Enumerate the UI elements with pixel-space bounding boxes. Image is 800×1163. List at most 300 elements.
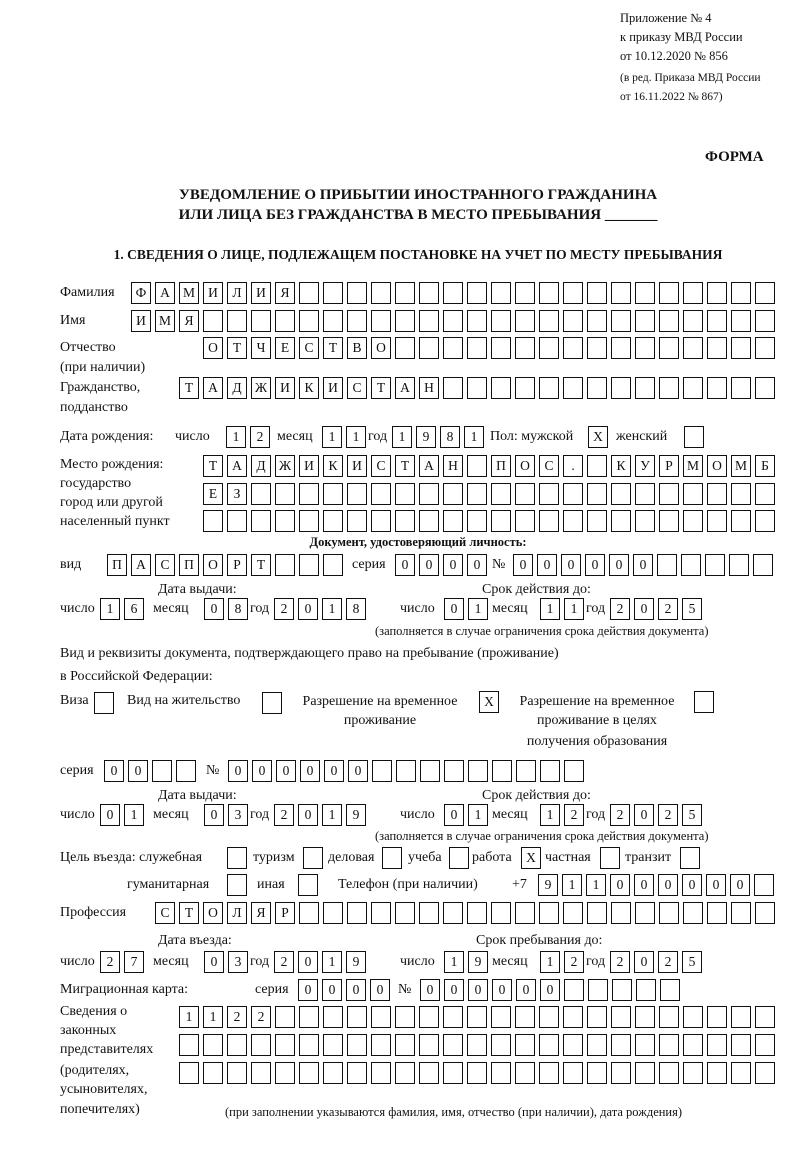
purpose-service-checkbox[interactable] (227, 847, 247, 869)
char-cell[interactable]: П (491, 455, 511, 477)
char-cell[interactable]: 0 (634, 874, 654, 896)
char-cell[interactable] (227, 1062, 247, 1084)
char-cell[interactable]: Ж (275, 455, 295, 477)
char-cell[interactable] (203, 1062, 223, 1084)
char-cell[interactable]: 0 (634, 804, 654, 826)
char-cell[interactable] (251, 310, 271, 332)
char-cell[interactable]: С (347, 377, 367, 399)
char-cell[interactable] (275, 554, 295, 576)
char-cell[interactable] (659, 1006, 679, 1028)
char-cell[interactable]: 2 (610, 804, 630, 826)
char-cell[interactable] (203, 310, 223, 332)
char-cell[interactable] (419, 1062, 439, 1084)
date-field[interactable] (610, 804, 702, 826)
char-cell[interactable] (371, 310, 391, 332)
char-cell[interactable] (323, 282, 343, 304)
char-cell[interactable] (587, 483, 607, 505)
char-cell[interactable] (227, 847, 247, 869)
char-cell[interactable] (395, 310, 415, 332)
char-cell[interactable] (275, 310, 295, 332)
char-cell[interactable] (587, 1062, 607, 1084)
char-cell[interactable]: А (395, 377, 415, 399)
phone-field[interactable] (538, 874, 774, 896)
char-cell[interactable] (347, 1006, 367, 1028)
char-cell[interactable] (515, 282, 535, 304)
char-cell[interactable] (298, 874, 318, 896)
citizenship-field[interactable] (179, 377, 775, 399)
char-cell[interactable]: 0 (610, 874, 630, 896)
char-cell[interactable] (443, 483, 463, 505)
char-cell[interactable]: 0 (609, 554, 629, 576)
char-cell[interactable] (563, 377, 583, 399)
mc-number-field[interactable] (420, 979, 680, 1001)
char-cell[interactable]: 0 (252, 760, 272, 782)
char-cell[interactable]: 1 (444, 951, 464, 973)
char-cell[interactable] (323, 1062, 343, 1084)
char-cell[interactable] (705, 554, 725, 576)
char-cell[interactable] (755, 310, 775, 332)
char-cell[interactable]: 0 (298, 804, 318, 826)
char-cell[interactable] (515, 902, 535, 924)
purpose-business-checkbox[interactable] (382, 847, 402, 869)
char-cell[interactable]: 0 (204, 598, 224, 620)
birth-year-field[interactable] (392, 426, 484, 448)
char-cell[interactable] (303, 847, 323, 869)
char-cell[interactable]: 9 (346, 804, 366, 826)
char-cell[interactable] (395, 510, 415, 532)
char-cell[interactable] (467, 483, 487, 505)
char-cell[interactable]: Ж (251, 377, 271, 399)
char-cell[interactable]: 0 (634, 951, 654, 973)
char-cell[interactable] (683, 483, 703, 505)
char-cell[interactable]: Т (395, 455, 415, 477)
char-cell[interactable]: Д (251, 455, 271, 477)
char-cell[interactable] (491, 1006, 511, 1028)
char-cell[interactable]: 2 (250, 426, 270, 448)
char-cell[interactable]: 0 (276, 760, 296, 782)
char-cell[interactable]: И (347, 455, 367, 477)
char-cell[interactable]: Е (275, 337, 295, 359)
char-cell[interactable] (152, 760, 172, 782)
date-field[interactable] (204, 804, 248, 826)
char-cell[interactable] (539, 377, 559, 399)
char-cell[interactable]: 2 (658, 598, 678, 620)
female-checkbox[interactable] (684, 426, 704, 448)
char-cell[interactable]: 2 (658, 804, 678, 826)
char-cell[interactable]: 0 (444, 598, 464, 620)
char-cell[interactable]: 9 (538, 874, 558, 896)
char-cell[interactable]: 0 (204, 804, 224, 826)
char-cell[interactable] (395, 337, 415, 359)
char-cell[interactable]: 1 (564, 598, 584, 620)
date-field[interactable] (100, 804, 144, 826)
char-cell[interactable]: 0 (706, 874, 726, 896)
char-cell[interactable] (444, 760, 464, 782)
char-cell[interactable] (660, 979, 680, 1001)
char-cell[interactable]: 0 (561, 554, 581, 576)
char-cell[interactable] (635, 483, 655, 505)
char-cell[interactable] (299, 902, 319, 924)
char-cell[interactable]: О (203, 554, 223, 576)
char-cell[interactable]: И (203, 282, 223, 304)
char-cell[interactable] (587, 377, 607, 399)
char-cell[interactable] (299, 554, 319, 576)
char-cell[interactable]: 6 (124, 598, 144, 620)
char-cell[interactable] (262, 692, 282, 714)
birth-month-field[interactable] (322, 426, 366, 448)
char-cell[interactable] (659, 310, 679, 332)
char-cell[interactable]: 1 (468, 598, 488, 620)
char-cell[interactable] (753, 554, 773, 576)
char-cell[interactable] (587, 510, 607, 532)
char-cell[interactable] (515, 1062, 535, 1084)
purpose-work-checkbox[interactable] (521, 847, 541, 869)
char-cell[interactable]: А (155, 282, 175, 304)
char-cell[interactable] (659, 902, 679, 924)
char-cell[interactable] (299, 483, 319, 505)
char-cell[interactable]: 9 (416, 426, 436, 448)
char-cell[interactable]: 5 (682, 951, 702, 973)
char-cell[interactable] (635, 337, 655, 359)
char-cell[interactable] (600, 847, 620, 869)
char-cell[interactable] (419, 902, 439, 924)
representatives-field[interactable] (179, 1034, 775, 1056)
char-cell[interactable]: 1 (100, 598, 120, 620)
char-cell[interactable]: 0 (298, 951, 318, 973)
char-cell[interactable]: 3 (228, 804, 248, 826)
date-field[interactable] (540, 804, 584, 826)
purpose-humanitarian-checkbox[interactable] (227, 874, 247, 896)
char-cell[interactable] (635, 1034, 655, 1056)
char-cell[interactable] (563, 1034, 583, 1056)
char-cell[interactable]: Т (251, 554, 271, 576)
char-cell[interactable] (299, 1062, 319, 1084)
char-cell[interactable] (491, 310, 511, 332)
visa-checkbox[interactable] (94, 692, 114, 714)
char-cell[interactable] (371, 510, 391, 532)
surname-field[interactable] (131, 282, 775, 304)
char-cell[interactable] (755, 483, 775, 505)
char-cell[interactable]: С (371, 455, 391, 477)
char-cell[interactable] (395, 1006, 415, 1028)
char-cell[interactable]: 1 (540, 804, 560, 826)
char-cell[interactable] (539, 483, 559, 505)
char-cell[interactable] (683, 377, 703, 399)
char-cell[interactable] (657, 554, 677, 576)
char-cell[interactable] (681, 554, 701, 576)
date-field[interactable] (610, 598, 702, 620)
char-cell[interactable] (731, 510, 751, 532)
char-cell[interactable]: С (155, 902, 175, 924)
char-cell[interactable] (683, 1062, 703, 1084)
representatives-field[interactable] (179, 1062, 775, 1084)
char-cell[interactable] (731, 337, 751, 359)
char-cell[interactable] (683, 1006, 703, 1028)
char-cell[interactable]: 7 (124, 951, 144, 973)
char-cell[interactable]: 2 (251, 1006, 271, 1028)
char-cell[interactable] (563, 282, 583, 304)
char-cell[interactable] (611, 337, 631, 359)
temp-residence-checkbox[interactable] (479, 691, 499, 713)
char-cell[interactable] (382, 847, 402, 869)
date-field[interactable] (540, 951, 584, 973)
char-cell[interactable]: 2 (274, 598, 294, 620)
char-cell[interactable]: 0 (633, 554, 653, 576)
char-cell[interactable] (467, 1006, 487, 1028)
char-cell[interactable] (636, 979, 656, 1001)
char-cell[interactable] (299, 1006, 319, 1028)
char-cell[interactable] (563, 902, 583, 924)
char-cell[interactable] (635, 510, 655, 532)
char-cell[interactable]: 8 (346, 598, 366, 620)
char-cell[interactable]: Л (227, 282, 247, 304)
date-field[interactable] (204, 951, 248, 973)
char-cell[interactable]: 0 (492, 979, 512, 1001)
char-cell[interactable]: А (131, 554, 151, 576)
char-cell[interactable] (563, 310, 583, 332)
rd-number-field[interactable] (228, 760, 584, 782)
char-cell[interactable]: И (251, 282, 271, 304)
char-cell[interactable] (515, 1006, 535, 1028)
char-cell[interactable] (467, 1062, 487, 1084)
char-cell[interactable]: И (131, 310, 151, 332)
char-cell[interactable] (707, 1006, 727, 1028)
char-cell[interactable]: А (203, 377, 223, 399)
char-cell[interactable] (707, 483, 727, 505)
char-cell[interactable]: 0 (443, 554, 463, 576)
char-cell[interactable] (707, 1062, 727, 1084)
char-cell[interactable]: 2 (610, 951, 630, 973)
char-cell[interactable]: 2 (274, 951, 294, 973)
char-cell[interactable] (587, 282, 607, 304)
char-cell[interactable] (515, 377, 535, 399)
char-cell[interactable] (347, 1034, 367, 1056)
char-cell[interactable]: 0 (298, 979, 318, 1001)
date-field[interactable] (100, 598, 144, 620)
date-field[interactable] (444, 804, 488, 826)
char-cell[interactable] (755, 1006, 775, 1028)
char-cell[interactable] (563, 510, 583, 532)
char-cell[interactable]: 2 (564, 804, 584, 826)
char-cell[interactable] (731, 1034, 751, 1056)
char-cell[interactable]: Т (179, 902, 199, 924)
char-cell[interactable] (443, 510, 463, 532)
char-cell[interactable]: И (323, 377, 343, 399)
char-cell[interactable]: 2 (100, 951, 120, 973)
char-cell[interactable] (347, 310, 367, 332)
char-cell[interactable] (491, 483, 511, 505)
char-cell[interactable] (227, 874, 247, 896)
char-cell[interactable] (731, 377, 751, 399)
char-cell[interactable]: 0 (348, 760, 368, 782)
char-cell[interactable] (203, 510, 223, 532)
char-cell[interactable]: 2 (227, 1006, 247, 1028)
char-cell[interactable] (539, 282, 559, 304)
char-cell[interactable] (467, 902, 487, 924)
char-cell[interactable]: 1 (562, 874, 582, 896)
char-cell[interactable]: 0 (658, 874, 678, 896)
birthplace-field[interactable] (203, 455, 775, 477)
char-cell[interactable] (515, 483, 535, 505)
date-field[interactable] (274, 804, 366, 826)
char-cell[interactable]: 0 (300, 760, 320, 782)
char-cell[interactable] (707, 902, 727, 924)
char-cell[interactable] (635, 282, 655, 304)
char-cell[interactable] (396, 760, 416, 782)
char-cell[interactable] (203, 1034, 223, 1056)
birth-day-field[interactable] (226, 426, 270, 448)
char-cell[interactable] (635, 377, 655, 399)
char-cell[interactable]: Л (227, 902, 247, 924)
char-cell[interactable]: 1 (540, 598, 560, 620)
char-cell[interactable]: 0 (100, 804, 120, 826)
char-cell[interactable] (492, 760, 512, 782)
char-cell[interactable] (539, 1034, 559, 1056)
char-cell[interactable]: 1 (540, 951, 560, 973)
char-cell[interactable]: 0 (730, 874, 750, 896)
char-cell[interactable]: 2 (658, 951, 678, 973)
char-cell[interactable]: 0 (128, 760, 148, 782)
char-cell[interactable] (611, 1062, 631, 1084)
char-cell[interactable] (347, 902, 367, 924)
char-cell[interactable] (611, 282, 631, 304)
char-cell[interactable] (587, 455, 607, 477)
char-cell[interactable] (443, 1006, 463, 1028)
char-cell[interactable] (395, 483, 415, 505)
char-cell[interactable] (680, 847, 700, 869)
char-cell[interactable] (755, 1034, 775, 1056)
char-cell[interactable] (275, 1006, 295, 1028)
patronymic-field[interactable] (203, 337, 775, 359)
char-cell[interactable] (540, 760, 560, 782)
char-cell[interactable]: П (107, 554, 127, 576)
char-cell[interactable]: В (347, 337, 367, 359)
char-cell[interactable] (683, 282, 703, 304)
male-checkbox[interactable] (588, 426, 608, 448)
char-cell[interactable]: М (731, 455, 751, 477)
char-cell[interactable] (299, 282, 319, 304)
purpose-private-checkbox[interactable] (600, 847, 620, 869)
char-cell[interactable] (179, 1034, 199, 1056)
char-cell[interactable] (419, 337, 439, 359)
char-cell[interactable] (491, 282, 511, 304)
char-cell[interactable] (395, 902, 415, 924)
char-cell[interactable] (611, 902, 631, 924)
char-cell[interactable] (275, 1034, 295, 1056)
char-cell[interactable] (419, 483, 439, 505)
char-cell[interactable] (323, 554, 343, 576)
char-cell[interactable] (731, 902, 751, 924)
char-cell[interactable] (468, 760, 488, 782)
char-cell[interactable] (299, 510, 319, 532)
char-cell[interactable]: . (563, 455, 583, 477)
date-field[interactable] (274, 598, 366, 620)
char-cell[interactable]: 1 (464, 426, 484, 448)
char-cell[interactable] (659, 510, 679, 532)
char-cell[interactable] (371, 1034, 391, 1056)
char-cell[interactable] (443, 902, 463, 924)
char-cell[interactable] (275, 1062, 295, 1084)
char-cell[interactable]: 0 (419, 554, 439, 576)
name-field[interactable] (131, 310, 775, 332)
char-cell[interactable]: 0 (444, 979, 464, 1001)
char-cell[interactable] (587, 337, 607, 359)
char-cell[interactable] (515, 1034, 535, 1056)
char-cell[interactable]: Т (179, 377, 199, 399)
char-cell[interactable] (251, 510, 271, 532)
char-cell[interactable] (372, 760, 392, 782)
char-cell[interactable] (659, 1062, 679, 1084)
char-cell[interactable] (564, 979, 584, 1001)
char-cell[interactable] (694, 691, 714, 713)
char-cell[interactable] (539, 902, 559, 924)
char-cell[interactable] (539, 337, 559, 359)
char-cell[interactable]: Ч (251, 337, 271, 359)
char-cell[interactable] (611, 310, 631, 332)
char-cell[interactable] (611, 483, 631, 505)
char-cell[interactable] (755, 337, 775, 359)
char-cell[interactable]: 8 (440, 426, 460, 448)
temp-residence-education-checkbox[interactable] (694, 691, 714, 713)
char-cell[interactable] (419, 310, 439, 332)
char-cell[interactable]: Т (371, 377, 391, 399)
birthplace-field[interactable] (203, 483, 775, 505)
char-cell[interactable]: 0 (585, 554, 605, 576)
char-cell[interactable] (707, 337, 727, 359)
char-cell[interactable] (323, 310, 343, 332)
char-cell[interactable] (491, 337, 511, 359)
char-cell[interactable]: 0 (444, 804, 464, 826)
char-cell[interactable]: О (515, 455, 535, 477)
char-cell[interactable] (659, 483, 679, 505)
char-cell[interactable]: О (371, 337, 391, 359)
purpose-transit-checkbox[interactable] (680, 847, 700, 869)
char-cell[interactable]: 1 (322, 426, 342, 448)
char-cell[interactable] (587, 310, 607, 332)
char-cell[interactable]: Т (203, 455, 223, 477)
char-cell[interactable]: Т (323, 337, 343, 359)
char-cell[interactable]: 0 (322, 979, 342, 1001)
char-cell[interactable]: Р (227, 554, 247, 576)
purpose-tourism-checkbox[interactable] (303, 847, 323, 869)
char-cell[interactable]: Т (227, 337, 247, 359)
char-cell[interactable] (539, 510, 559, 532)
char-cell[interactable] (659, 377, 679, 399)
char-cell[interactable] (227, 510, 247, 532)
char-cell[interactable] (491, 377, 511, 399)
purpose-study-checkbox[interactable] (449, 847, 469, 869)
char-cell[interactable] (323, 902, 343, 924)
char-cell[interactable] (467, 282, 487, 304)
char-cell[interactable] (707, 377, 727, 399)
char-cell[interactable]: А (419, 455, 439, 477)
char-cell[interactable] (347, 510, 367, 532)
char-cell[interactable]: К (611, 455, 631, 477)
char-cell[interactable]: О (707, 455, 727, 477)
char-cell[interactable]: 0 (346, 979, 366, 1001)
char-cell[interactable]: Я (275, 282, 295, 304)
char-cell[interactable] (443, 1034, 463, 1056)
date-field[interactable] (444, 951, 488, 973)
char-cell[interactable]: 0 (682, 874, 702, 896)
char-cell[interactable] (515, 337, 535, 359)
char-cell[interactable] (299, 1034, 319, 1056)
char-cell[interactable]: 2 (274, 804, 294, 826)
char-cell[interactable] (515, 310, 535, 332)
char-cell[interactable] (755, 282, 775, 304)
char-cell[interactable] (755, 377, 775, 399)
char-cell[interactable]: 1 (322, 598, 342, 620)
